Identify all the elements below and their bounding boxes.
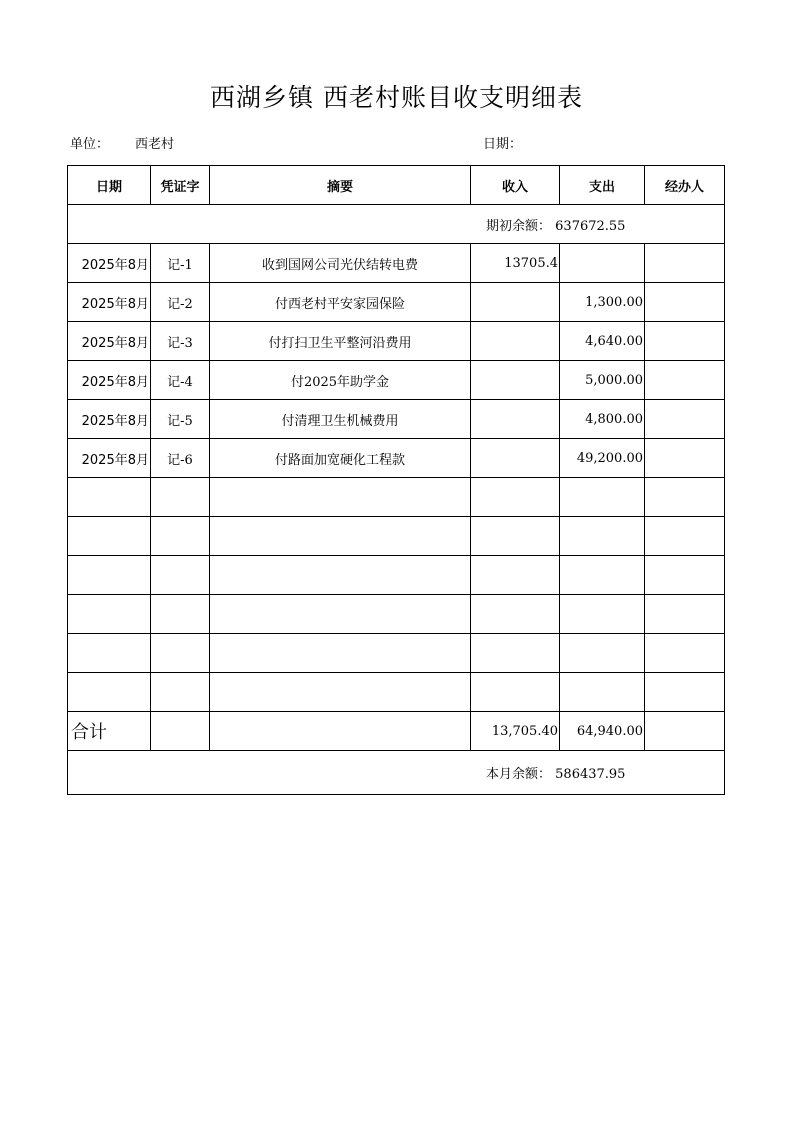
empty-row <box>68 673 725 712</box>
empty-cell <box>645 712 725 751</box>
empty-cell <box>210 634 471 673</box>
table-row <box>68 439 725 478</box>
empty-cell <box>210 595 471 634</box>
cell-expense: 5,000.00 <box>560 361 645 400</box>
empty-cell <box>471 595 560 634</box>
table-row <box>68 322 725 361</box>
cell-income <box>471 400 560 439</box>
empty-cell <box>471 556 560 595</box>
empty-row <box>68 634 725 673</box>
opening-balance-cell <box>68 205 725 244</box>
empty-cell <box>151 712 210 751</box>
empty-cell <box>68 673 151 712</box>
date-label: 日期： <box>483 137 523 152</box>
cell-expense: 49,200.00 <box>560 439 645 478</box>
empty-cell <box>151 673 210 712</box>
cell-handler <box>645 361 725 400</box>
table-row <box>68 361 725 400</box>
cell-date: 2025年8月 <box>68 244 151 283</box>
empty-cell <box>151 634 210 673</box>
cell-expense: 1,300.00 <box>560 283 645 322</box>
cell-date: 2025年8月 <box>68 283 151 322</box>
cell-date: 2025年8月 <box>68 400 151 439</box>
cell-handler <box>645 244 725 283</box>
header-handler: 经办人 <box>645 166 725 205</box>
cell-income: 13705.4 <box>471 244 560 283</box>
cell-voucher: 记-3 <box>151 322 210 361</box>
unit-label: 单位： <box>70 137 110 152</box>
unit-value: 西老村 <box>135 137 175 152</box>
empty-cell <box>471 517 560 556</box>
cell-income <box>471 361 560 400</box>
cell-expense <box>560 244 645 283</box>
header-voucher: 凭证字 <box>151 166 210 205</box>
empty-cell <box>210 517 471 556</box>
opening-balance-row <box>68 205 725 244</box>
empty-cell <box>210 673 471 712</box>
empty-cell <box>645 595 725 634</box>
empty-cell <box>151 595 210 634</box>
empty-cell <box>210 478 471 517</box>
header-summary: 摘要 <box>210 166 471 205</box>
empty-row <box>68 478 725 517</box>
cell-voucher: 记-2 <box>151 283 210 322</box>
opening-balance-label: 期初余额： <box>486 218 552 234</box>
total-income: 13,705.40 <box>471 712 560 751</box>
empty-cell <box>471 673 560 712</box>
cell-summary: 付打扫卫生平整河沿费用 <box>210 322 471 361</box>
empty-cell <box>210 712 471 751</box>
page-title: 西湖乡镇 西老村账目收支明细表 <box>210 83 583 112</box>
empty-row <box>68 517 725 556</box>
cell-income <box>471 439 560 478</box>
total-expense: 64,940.00 <box>560 712 645 751</box>
empty-cell <box>151 517 210 556</box>
empty-row <box>68 595 725 634</box>
empty-cell <box>68 595 151 634</box>
empty-cell <box>645 673 725 712</box>
closing-balance-value: 586437.95 <box>555 767 626 782</box>
cell-voucher: 记-4 <box>151 361 210 400</box>
cell-income <box>471 322 560 361</box>
empty-cell <box>645 478 725 517</box>
empty-cell <box>68 478 151 517</box>
empty-cell <box>151 478 210 517</box>
cell-voucher: 记-5 <box>151 400 210 439</box>
empty-cell <box>645 556 725 595</box>
header-income: 收入 <box>471 166 560 205</box>
empty-cell <box>210 556 471 595</box>
cell-summary: 付西老村平安家园保险 <box>210 283 471 322</box>
empty-cell <box>560 478 645 517</box>
cell-handler <box>645 400 725 439</box>
cell-summary: 付路面加宽硬化工程款 <box>210 439 471 478</box>
cell-voucher: 记-6 <box>151 439 210 478</box>
empty-cell <box>645 517 725 556</box>
header-expense: 支出 <box>560 166 645 205</box>
closing-balance-row <box>68 751 725 795</box>
closing-balance-label: 本月余额： <box>486 767 552 782</box>
empty-cell <box>645 634 725 673</box>
total-row <box>68 712 725 751</box>
cell-date: 2025年8月 <box>68 361 151 400</box>
cell-summary: 付清理卫生机械费用 <box>210 400 471 439</box>
ledger-table <box>67 165 725 795</box>
header-date: 日期 <box>68 166 151 205</box>
empty-cell <box>560 556 645 595</box>
empty-cell <box>68 517 151 556</box>
cell-expense: 4,800.00 <box>560 400 645 439</box>
closing-balance-cell <box>68 751 725 795</box>
empty-cell <box>560 595 645 634</box>
header-row <box>68 166 725 205</box>
cell-date: 2025年8月 <box>68 439 151 478</box>
empty-cell <box>560 517 645 556</box>
cell-summary: 付2025年助学金 <box>210 361 471 400</box>
table-row <box>68 244 725 283</box>
cell-handler <box>645 439 725 478</box>
cell-handler <box>645 322 725 361</box>
empty-cell <box>68 556 151 595</box>
empty-cell <box>560 673 645 712</box>
empty-row <box>68 556 725 595</box>
cell-handler <box>645 283 725 322</box>
empty-cell <box>151 556 210 595</box>
total-label: 合计 <box>68 712 151 751</box>
cell-income <box>471 283 560 322</box>
empty-cell <box>471 634 560 673</box>
empty-cell <box>560 634 645 673</box>
cell-voucher: 记-1 <box>151 244 210 283</box>
empty-cell <box>471 478 560 517</box>
opening-balance-value: 637672.55 <box>555 218 626 234</box>
table-row <box>68 283 725 322</box>
empty-cell <box>68 634 151 673</box>
cell-date: 2025年8月 <box>68 322 151 361</box>
cell-expense: 4,640.00 <box>560 322 645 361</box>
table-row <box>68 400 725 439</box>
cell-summary: 收到国网公司光伏结转电费 <box>210 244 471 283</box>
